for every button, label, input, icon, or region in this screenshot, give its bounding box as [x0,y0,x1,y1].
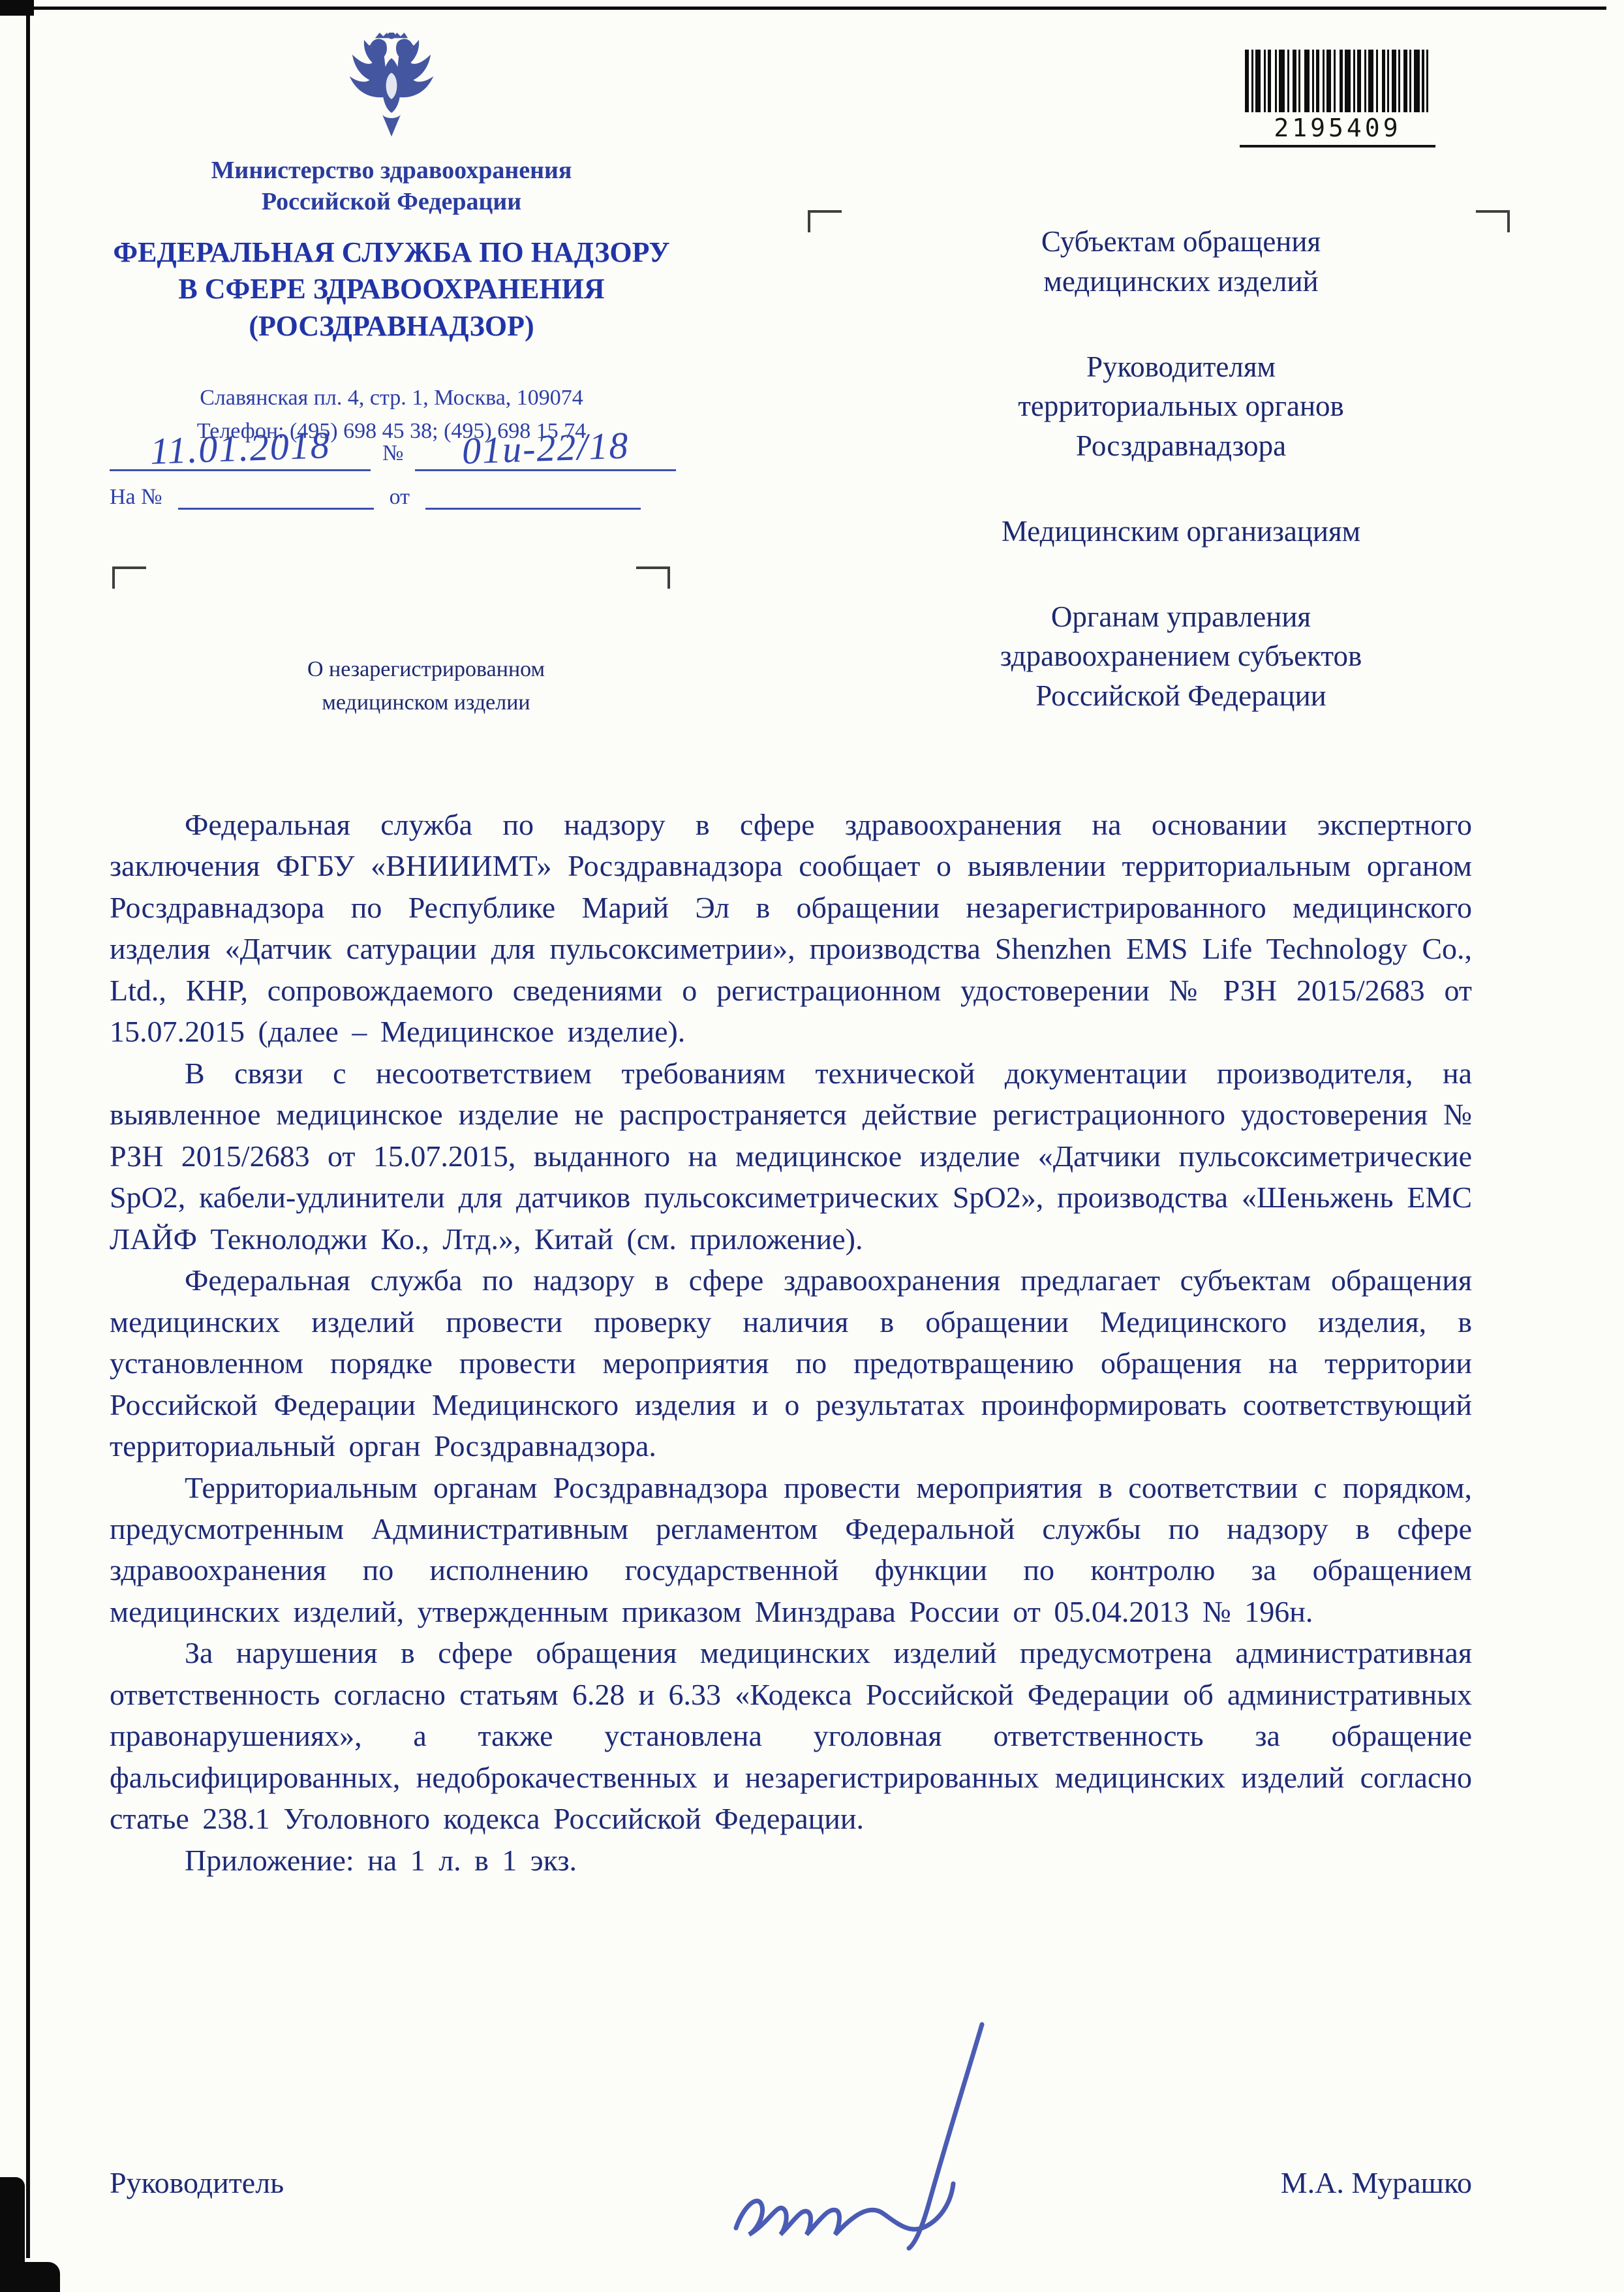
agency-name [98,234,685,345]
body-paragraph: Федеральная служба по надзору в сфере здравоохранения на основании экспертного заключения ФГБУ «ВНИИИМТ» Росздравнадзора сообщает о выявлении территориальным органом Росздравнадзора по Республике Марий Эл в обращении незарегистрированного медицинского изделия «Датчик сатурации для пульсоксиметрии», производства Shenzhen EMS Life Technology Co., Ltd., КНР, сопровождаемого сведениями о регистрационном удостоверении № РЗН 2015/2683 от 15.07.2015 (далее – Медицинское изделие). [110,808,1472,1049]
addressee-item: Органам управления здравоохранением субъектов Российской Федерации [1000,600,1362,712]
letterhead [98,33,685,448]
body-paragraph: За нарушения в сфере обращения медицинских изделий предусмотрена административная ответственность согласно статьям 6.28 и 6.33 «Кодекса Российской Федерации об административных правонарушениях», а также установлена уголовная ответственность за обращение фальсифицированных, недоброкачественных и незарегистрированных медицинских изделий согласно статье 238.1 Уголовного кодекса Российской Федерации. [110,1636,1472,1836]
signer-title: Руководитель [110,2166,284,2199]
body-paragraph: В связи с несоответствием требованиям технической документации производителя, на выявленное медицинское изделие не распространяется действие регистрационного удостоверения № РЗН 2015/2683 от 15.07.2015, выданного на медицинское изделие «Датчики пульсоксиметрические SpO2, кабели-удлинители для датчиков пульсоксиметрических SpO2», производства «Шеньжень ЕМС ЛАЙФ Текнолоджи Ко., Лтд.», Китай (см. приложение). [110,1056,1472,1256]
signature-row [110,2165,1472,2200]
russia-coat-of-arms-icon [337,33,446,147]
agency-phone: Телефон: (495) 698 45 38; (495) 698 15 74 [196,418,587,443]
reply-number-blank [178,480,374,510]
reference-block [110,424,697,510]
corner-mark [808,210,842,232]
number-form-line [415,424,676,472]
corner-mark [636,566,670,589]
letter-subject-line2: медицинском изделии [322,690,530,715]
ministry-name-line1: Министерство здравоохранения [211,157,572,184]
reply-from-label: от [389,484,410,509]
agency-name-line3: (РОСЗДРАВНАДЗОР) [249,309,534,342]
letter-subject-line1: О незарегистрированном [307,657,545,681]
ministry-name-line2: Российской Федерации [261,187,522,215]
addressee-item: Субъектам обращения медицинских изделий [1041,225,1321,298]
barcode-bars [1245,50,1431,112]
letter-body [110,804,1472,1881]
number-sign: № [382,441,404,465]
reply-to-label: На № [110,484,162,509]
agency-name-line1: ФЕДЕРАЛЬНАЯ СЛУЖБА ПО НАДЗОРУ [113,236,670,268]
date-form-line [110,424,371,472]
handwritten-number: 01и-22/18 [461,424,630,472]
letter-subject [110,653,743,719]
ministry-name [98,155,685,217]
scan-artifact-left-line [26,7,30,2258]
addressees-block [861,222,1501,762]
registration-barcode [1240,50,1435,147]
scan-artifact-top-line [27,7,1606,10]
agency-name-line2: В СФЕРЕ ЗДРАВООХРАНЕНИЯ [178,273,605,305]
handwritten-date: 11.01.2018 [149,424,331,472]
handwritten-signature [692,2017,1031,2271]
addressee-item: Руководителям территориальных органов Росздравнадзора [1018,350,1344,462]
attachment-note: Приложение: на 1 л. в 1 экз. [185,1843,577,1877]
corner-mark [112,566,146,589]
scan-artifact-bottom-left-foot [0,2262,60,2292]
signer-name: М.А. Мурашко [1280,2166,1472,2199]
reply-ref-row [110,480,697,510]
reply-date-blank [425,480,641,510]
outgoing-ref-row [110,424,697,472]
scan-artifact-top-left-corner [0,0,34,16]
body-paragraph: Федеральная служба по надзору в сфере здравоохранения предлагает субъектам обращения медицинских изделий провести проверку наличия в обращении Медицинского изделия, в установленном порядке провести мероприятия по предотвращению обращения на территории Российской Федерации Медицинского изделия и о результатах проинформировать соответствующий территориальный орган Росздравнадзора. [110,1263,1472,1463]
barcode-number: 2195409 [1274,114,1402,142]
agency-address: Славянская пл. 4, стр. 1, Москва, 109074 [200,385,583,410]
body-paragraph: Территориальным органам Росздравнадзора провести мероприятия в соответствии с порядком, предусмотренным Административным регламентом Федеральной службы по надзору в сфере здравоохранения по исполнению государственной функции по контролю за обращением медицинских изделий, утвержденным приказом Минздрава России от 05.04.2013 № 196н. [110,1470,1472,1628]
addressee-item: Медицинским организациям [1001,514,1361,548]
